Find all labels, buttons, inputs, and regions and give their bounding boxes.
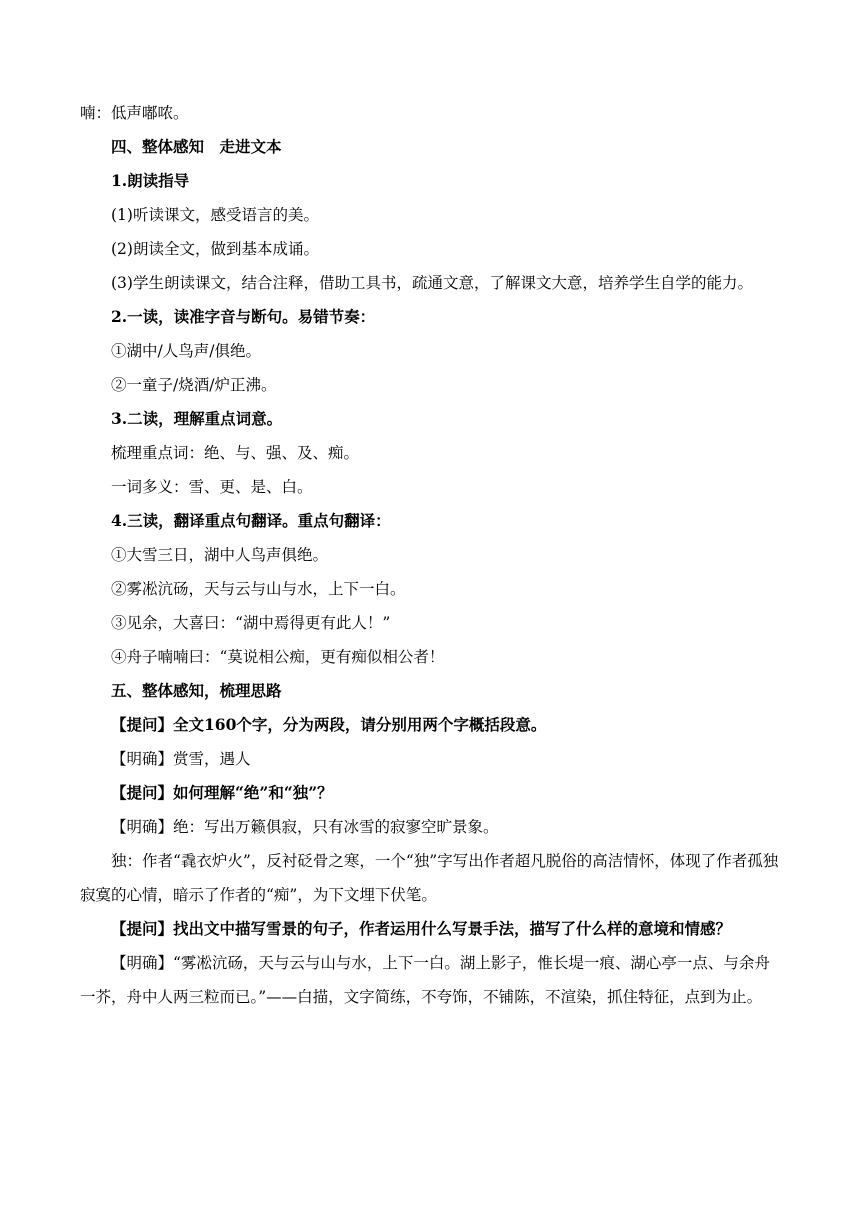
- note-line: 喃：低声嘟哝。: [80, 104, 189, 122]
- paragraph: 独：作者“毳衣炉火”，反衬砭骨之寒，一个“独”字写出作者超凡脱俗的高洁情怀，体现了作者孤独寂寞的心情，暗示了作者的“痴”，为下文埋下伏笔。: [80, 852, 779, 904]
- paragraph: ②一童子/烧酒/炉正沸。: [111, 376, 277, 394]
- subsection-heading: 2.一读，读准字音与断句。易错节奏：: [111, 307, 376, 326]
- document-body: [80, 96, 784, 1014]
- question-line: 【提问】如何理解“绝”和“独”？: [111, 783, 333, 802]
- answer-line: 【明确】赏雪，遇人: [111, 750, 251, 768]
- answer-line: 【明确】绝：写出万籁俱寂，只有冰雪的寂寥空旷景象。: [111, 818, 499, 836]
- subsection-heading: 4.三读，翻译重点句翻译。重点句翻译：: [111, 511, 391, 530]
- section-heading: 四、整体感知 走进文本: [111, 137, 282, 156]
- section-heading: 五、整体感知，梳理思路: [111, 681, 282, 700]
- paragraph: ①大雪三日，湖中人鸟声俱绝。: [111, 546, 329, 564]
- paragraph: 梳理重点词：绝、与、强、及、痴。: [111, 444, 360, 462]
- subsection-heading: 1.朗读指导: [111, 171, 190, 190]
- paragraph: ①湖中/人鸟声/俱绝。: [111, 342, 261, 360]
- paragraph: 一词多义：雪、更、是、白。: [111, 478, 313, 496]
- paragraph: (3)学生朗读课文，结合注释，借助工具书，疏通文意，了解课文大意，培养学生自学的能力。: [111, 274, 753, 292]
- paragraph: ④舟子喃喃曰：“莫说相公痴，更有痴似相公者！: [111, 648, 445, 666]
- paragraph: (1)听读课文，感受语言的美。: [111, 206, 319, 224]
- paragraph: ②雾凇沆砀，天与云与山与水，上下一白。: [111, 580, 406, 598]
- question-line: 【提问】全文160个字，分为两段，请分别用两个字概括段意。: [111, 715, 547, 734]
- subsection-heading: 3.二读，理解重点词意。: [111, 409, 283, 428]
- question-line: 【提问】找出文中描写雪景的句子，作者运用什么写景手法，描写了什么样的意境和情感？: [111, 919, 732, 938]
- paragraph: (2)朗读全文，做到基本成诵。: [111, 240, 319, 258]
- answer-line: 【明确】“雾凇沆砀，天与云与山与水，上下一白。湖上影子，惟长堤一痕、湖心亭一点、与余舟一芥，舟中人两三粒而已。”——白描，文字简练，不夸饰，不铺陈，不渲染，抓住特征，点到为止。: [80, 954, 770, 1006]
- paragraph: ③见余，大喜曰：“湖中焉得更有此人！”: [111, 614, 391, 632]
